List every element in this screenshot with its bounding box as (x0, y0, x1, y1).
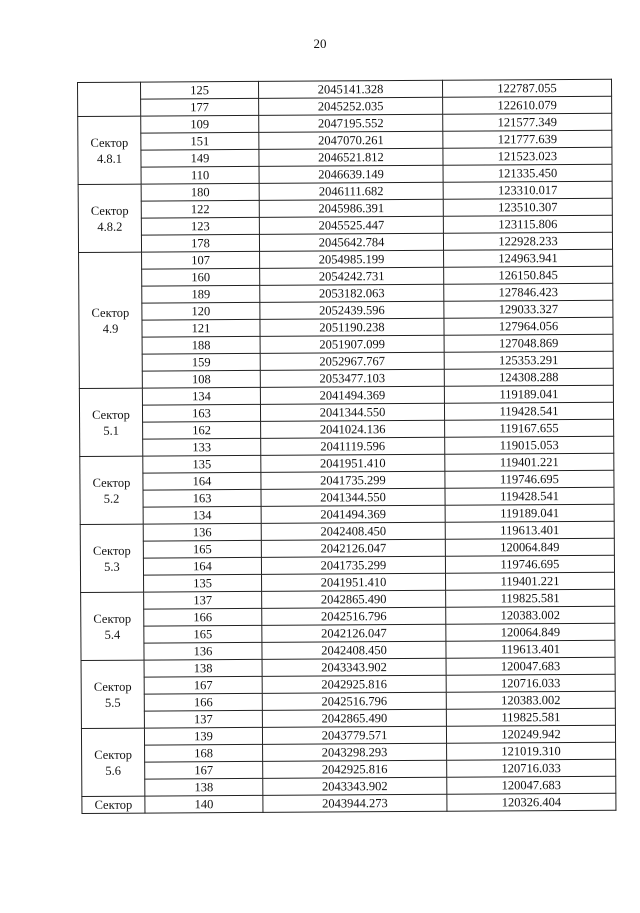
x-coordinate-cell: 2042126.047 (261, 539, 445, 557)
y-coordinate-cell: 120064.849 (445, 538, 614, 556)
y-coordinate-cell: 119428.541 (445, 487, 614, 505)
point-number-cell: 159 (142, 353, 260, 371)
y-coordinate-cell: 122787.055 (442, 79, 611, 97)
y-coordinate-cell: 124963.941 (444, 249, 613, 267)
x-coordinate-cell: 2052967.767 (260, 352, 444, 370)
point-number-cell: 188 (142, 336, 260, 354)
x-coordinate-cell: 2041735.299 (261, 556, 445, 574)
sector-label-cell (78, 82, 141, 116)
point-number-cell: 123 (141, 217, 259, 235)
y-coordinate-cell: 120064.849 (446, 623, 615, 641)
x-coordinate-cell: 2042126.047 (262, 624, 446, 642)
sector-label: Сектор 4.8.1 (90, 135, 129, 166)
y-coordinate-cell: 119746.695 (445, 555, 614, 573)
point-number-cell: 137 (144, 591, 262, 609)
point-number-cell: 136 (143, 523, 261, 541)
sector-label: Сектор 5.5 (93, 679, 132, 710)
y-coordinate-cell: 119189.041 (445, 504, 614, 522)
x-coordinate-cell: 2042925.816 (263, 760, 447, 778)
sector-label-cell (82, 796, 145, 813)
point-number-cell: 164 (143, 472, 261, 490)
point-number-cell: 163 (142, 404, 260, 422)
y-coordinate-cell: 120383.002 (446, 606, 615, 624)
y-coordinate-cell: 125353.291 (444, 351, 613, 369)
point-number-cell: 125 (141, 81, 259, 99)
point-number-cell: 167 (145, 761, 263, 779)
y-coordinate-cell: 123510.307 (443, 198, 612, 216)
y-coordinate-cell: 119825.581 (446, 589, 615, 607)
y-coordinate-cell: 120716.033 (446, 674, 615, 692)
sector-label-cell (81, 592, 144, 660)
x-coordinate-cell: 2045525.447 (259, 216, 443, 234)
x-coordinate-cell: 2043944.273 (263, 794, 447, 812)
point-number-cell: 168 (145, 744, 263, 762)
point-number-cell: 166 (144, 608, 262, 626)
y-coordinate-cell: 123310.017 (443, 181, 612, 199)
x-coordinate-cell: 2045986.391 (259, 199, 443, 217)
sector-label-cell (80, 456, 143, 524)
x-coordinate-cell: 2042925.816 (262, 675, 446, 693)
point-number-cell: 167 (144, 676, 262, 694)
point-number-cell: 121 (142, 319, 260, 337)
coordinates-table (77, 79, 616, 814)
sector-label-cell (78, 116, 141, 184)
point-number-cell: 138 (145, 778, 263, 796)
sector-label-cell (81, 660, 144, 728)
x-coordinate-cell: 2045642.784 (259, 233, 443, 251)
x-coordinate-cell: 2042865.490 (262, 590, 446, 608)
point-number-cell: 180 (141, 183, 259, 201)
sector-label-cell (78, 184, 141, 252)
point-number-cell: 108 (142, 370, 260, 388)
x-coordinate-cell: 2041344.550 (261, 488, 445, 506)
y-coordinate-cell: 121335.450 (443, 164, 612, 182)
point-number-cell: 138 (144, 659, 262, 677)
point-number-cell: 139 (144, 727, 262, 745)
point-number-cell: 107 (142, 251, 260, 269)
point-number-cell: 110 (141, 166, 259, 184)
x-coordinate-cell: 2043779.571 (262, 726, 446, 744)
point-number-cell: 165 (143, 540, 261, 558)
x-coordinate-cell: 2054242.731 (260, 267, 444, 285)
point-number-cell: 120 (142, 302, 260, 320)
x-coordinate-cell: 2045252.035 (259, 97, 443, 115)
point-number-cell: 189 (142, 285, 260, 303)
y-coordinate-cell: 119401.221 (446, 572, 615, 590)
x-coordinate-cell: 2046111.682 (259, 182, 443, 200)
x-coordinate-cell: 2047195.552 (259, 114, 443, 132)
sector-label-cell (79, 388, 142, 456)
x-coordinate-cell: 2046521.812 (259, 148, 443, 166)
point-number-cell: 164 (143, 557, 261, 575)
x-coordinate-cell: 2041735.299 (261, 471, 445, 489)
y-coordinate-cell: 127964.056 (444, 317, 613, 335)
sector-label: Сектор (94, 797, 133, 812)
x-coordinate-cell: 2053477.103 (260, 369, 444, 387)
x-coordinate-cell: 2042408.450 (262, 641, 446, 659)
point-number-cell: 133 (143, 438, 261, 456)
y-coordinate-cell: 122928.233 (443, 232, 612, 250)
x-coordinate-cell: 2047070.261 (259, 131, 443, 149)
y-coordinate-cell: 119428.541 (444, 402, 613, 420)
point-number-cell: 137 (144, 710, 262, 728)
point-number-cell: 140 (145, 795, 263, 813)
x-coordinate-cell: 2041494.369 (261, 505, 445, 523)
x-coordinate-cell: 2041951.410 (261, 454, 445, 472)
x-coordinate-cell: 2054985.199 (260, 250, 444, 268)
y-coordinate-cell: 124308.288 (444, 368, 613, 386)
y-coordinate-cell: 120326.404 (447, 793, 616, 811)
y-coordinate-cell: 120047.683 (446, 657, 615, 675)
x-coordinate-cell: 2042516.796 (262, 692, 446, 710)
point-number-cell: 165 (144, 625, 262, 643)
y-coordinate-cell: 123115.806 (443, 215, 612, 233)
sector-label: Сектор 5.1 (92, 407, 130, 438)
x-coordinate-cell: 2043298.293 (263, 743, 447, 761)
sector-label: Сектор 5.3 (92, 543, 131, 574)
x-coordinate-cell: 2042865.490 (262, 709, 446, 727)
y-coordinate-cell: 119613.401 (446, 640, 615, 658)
point-number-cell: 134 (142, 387, 260, 405)
coordinates-table-body (78, 79, 616, 813)
y-coordinate-cell: 121523.023 (443, 147, 612, 165)
sector-label: Сектор 5.4 (93, 611, 132, 642)
point-number-cell: 135 (143, 455, 261, 473)
y-coordinate-cell: 119613.401 (445, 521, 614, 539)
x-coordinate-cell: 2053182.063 (260, 284, 444, 302)
x-coordinate-cell: 2041951.410 (262, 573, 446, 591)
y-coordinate-cell: 127846.423 (444, 283, 613, 301)
y-coordinate-cell: 119825.581 (446, 708, 615, 726)
y-coordinate-cell: 127048.869 (444, 334, 613, 352)
y-coordinate-cell: 119015.053 (445, 436, 614, 454)
y-coordinate-cell: 120047.683 (447, 776, 616, 794)
x-coordinate-cell: 2041494.369 (260, 386, 444, 404)
x-coordinate-cell: 2051190.238 (260, 318, 444, 336)
y-coordinate-cell: 121577.349 (443, 113, 612, 131)
y-coordinate-cell: 120383.002 (446, 691, 615, 709)
sector-label: Сектор 5.6 (94, 747, 133, 778)
point-number-cell: 151 (141, 132, 259, 150)
point-number-cell: 135 (144, 574, 262, 592)
x-coordinate-cell: 2046639.149 (259, 165, 443, 183)
point-number-cell: 177 (141, 98, 259, 116)
y-coordinate-cell: 119746.695 (445, 470, 614, 488)
y-coordinate-cell: 120249.942 (446, 725, 615, 743)
sector-label: Сектор 4.9 (91, 305, 130, 336)
sector-label-cell (80, 524, 143, 592)
x-coordinate-cell: 2052439.596 (260, 301, 444, 319)
y-coordinate-cell: 121019.310 (447, 742, 616, 760)
point-number-cell: 136 (144, 642, 262, 660)
page-number: 20 (313, 36, 327, 51)
sector-label-cell (81, 728, 144, 796)
point-number-cell: 122 (141, 200, 259, 218)
y-coordinate-cell: 120716.033 (447, 759, 616, 777)
y-coordinate-cell: 119401.221 (445, 453, 614, 471)
x-coordinate-cell: 2042516.796 (262, 607, 446, 625)
x-coordinate-cell: 2041024.136 (261, 420, 445, 438)
y-coordinate-cell: 122610.079 (443, 96, 612, 114)
x-coordinate-cell: 2045141.328 (258, 80, 442, 98)
point-number-cell: 163 (143, 489, 261, 507)
point-number-cell: 162 (143, 421, 261, 439)
x-coordinate-cell: 2041344.550 (260, 403, 444, 421)
y-coordinate-cell: 119167.655 (445, 419, 614, 437)
y-coordinate-cell: 121777.639 (443, 130, 612, 148)
sector-label: Сектор 4.8.2 (90, 203, 129, 234)
sector-label: Сектор 5.2 (92, 475, 131, 506)
x-coordinate-cell: 2043343.902 (263, 777, 447, 795)
point-number-cell: 166 (144, 693, 262, 711)
y-coordinate-cell: 119189.041 (444, 385, 613, 403)
x-coordinate-cell: 2043343.902 (262, 658, 446, 676)
point-number-cell: 160 (142, 268, 260, 286)
y-coordinate-cell: 126150.845 (444, 266, 613, 284)
x-coordinate-cell: 2051907.099 (260, 335, 444, 353)
y-coordinate-cell: 129033.327 (444, 300, 613, 318)
point-number-cell: 178 (141, 234, 259, 252)
point-number-cell: 134 (143, 506, 261, 524)
sector-label-cell (79, 252, 143, 388)
table-row (82, 793, 616, 813)
point-number-cell: 109 (141, 115, 259, 133)
x-coordinate-cell: 2041119.596 (261, 437, 445, 455)
point-number-cell: 149 (141, 149, 259, 167)
x-coordinate-cell: 2042408.450 (261, 522, 445, 540)
